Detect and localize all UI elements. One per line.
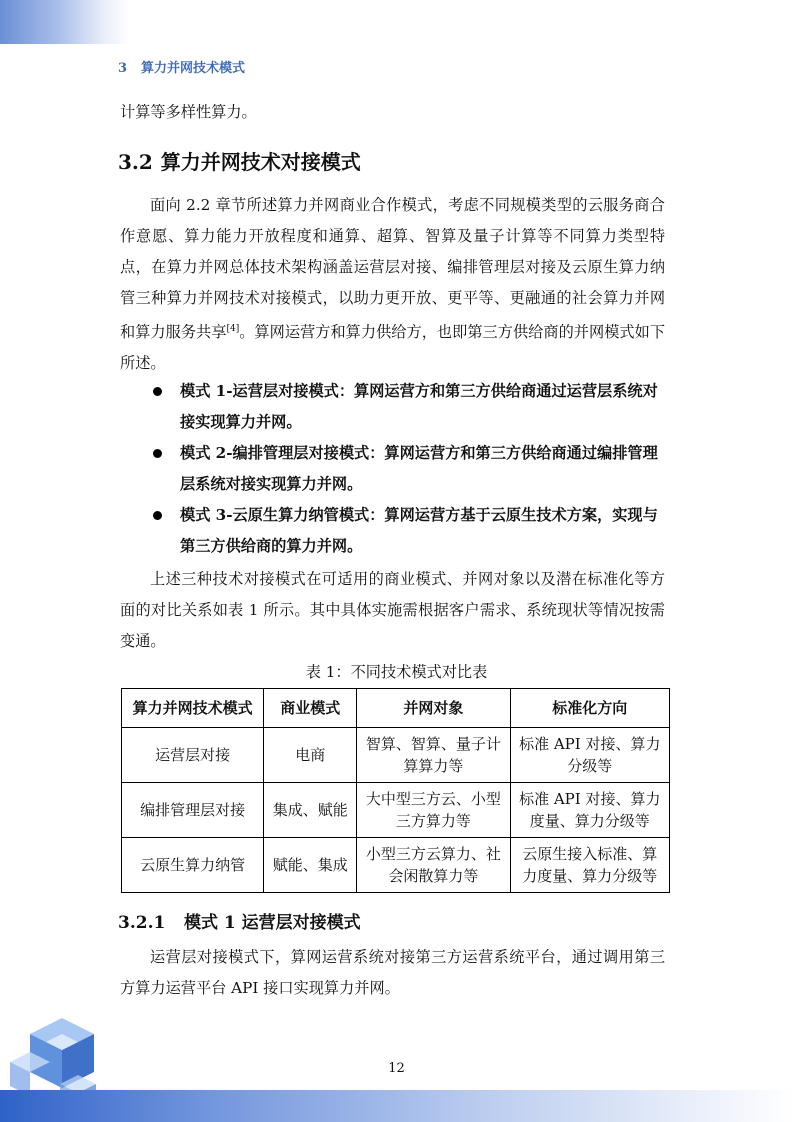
bullet-text: 模式 1-运营层对接模式：算网运营方和第三方供给商通过运营层系统对接实现算力并网。	[180, 382, 658, 431]
bullet-text: 模式 3-云原生算力纳管模式：算网运营方基于云原生技术方案，实现与第三方供给商的算力并网。	[180, 506, 658, 555]
table-cell: 标准 API 对接、算力度量、算力分级等	[510, 783, 669, 838]
bullet-item	[120, 500, 668, 562]
table-header-row	[122, 689, 670, 728]
table-cell: 小型三方云算力、社会闲散算力等	[357, 838, 510, 893]
bullet-item	[120, 376, 668, 438]
header-cell: 算力并网技术模式	[122, 689, 264, 728]
header-cell: 商业模式	[264, 689, 357, 728]
table-row	[122, 838, 670, 893]
section-heading	[118, 146, 361, 175]
subsection-heading	[118, 908, 361, 933]
paragraph-comparison: 上述三种技术对接模式在可适用的商业模式、并网对象以及潜在标准化等方面的对比关系如表 1 所示。其中具体实施需根据客户需求、系统现状等情况按需变通。	[120, 570, 665, 650]
paragraph-intro-tail: 。算网运营方和算力供给方，也即第三方供给商的并网模式如下所述。	[120, 323, 666, 373]
section-number: 3.2	[118, 150, 153, 174]
footer-band-decoration	[0, 1090, 793, 1122]
table-caption: 表 1：不同技术模式对比表	[305, 663, 488, 681]
bullet-text: 模式 2-编排管理层对接模式：算网运营方和第三方供给商通过编排管理层系统对接实现算力并网。	[180, 444, 658, 493]
table-cell: 标准 API 对接、算力分级等	[510, 728, 669, 783]
table-cell: 运营层对接	[122, 728, 264, 783]
citation-ref: [4]	[226, 324, 240, 334]
intro-continuation: 计算等多样性算力。	[120, 103, 257, 121]
bullet-dot	[153, 511, 162, 520]
subsection-number: 3.2.1	[118, 913, 166, 933]
paragraph-mode1: 运营层对接模式下，算网运营系统对接第三方运营系统平台，通过调用第三方算力运营平台 API 接口实现算力并网。	[120, 948, 665, 997]
table-cell: 云原生算力纳管	[122, 838, 264, 893]
table-row	[122, 728, 670, 783]
bullet-dot	[153, 449, 162, 458]
table-cell: 集成、赋能	[264, 783, 357, 838]
subsection-title: 模式 1 运营层对接模式	[184, 913, 361, 933]
header-cell: 并网对象	[357, 689, 510, 728]
chapter-title: 算力并网技术模式	[141, 61, 246, 76]
mode-bullet-list	[120, 376, 668, 562]
section-title: 算力并网技术对接模式	[160, 150, 361, 174]
running-header	[118, 57, 245, 76]
table-cell: 电商	[264, 728, 357, 783]
page-number: 12	[388, 1061, 405, 1076]
bullet-item	[120, 438, 668, 500]
comparison-table	[121, 688, 670, 893]
bullet-dot	[153, 387, 162, 396]
table-cell: 云原生接入标准、算力度量、算力分级等	[510, 838, 669, 893]
table-cell: 赋能、集成	[264, 838, 357, 893]
chapter-number: 3	[118, 61, 128, 76]
paragraph-intro-text: 面向 2.2 章节所述算力并网商业合作模式，考虑不同规模类型的云服务商合作意愿、算力能力开放程度和通算、超算、智算及量子计算等不同算力类型特点，在算力并网总体技术架构涵盖运营层对接、编排管理层对接及云原生算力纳管三种算力并网技术对接模式，以助力更开放、更平等、更融通的社会算力并网和算力服务共享	[120, 196, 665, 342]
header-cell: 标准化方向	[510, 689, 669, 728]
table-cell: 大中型三方云、小型三方算力等	[357, 783, 510, 838]
table-cell: 编排管理层对接	[122, 783, 264, 838]
paragraph-intro	[120, 190, 665, 379]
table-cell: 智算、智算、量子计算算力等	[357, 728, 510, 783]
top-left-corner-decoration	[0, 0, 130, 44]
table-row	[122, 783, 670, 838]
